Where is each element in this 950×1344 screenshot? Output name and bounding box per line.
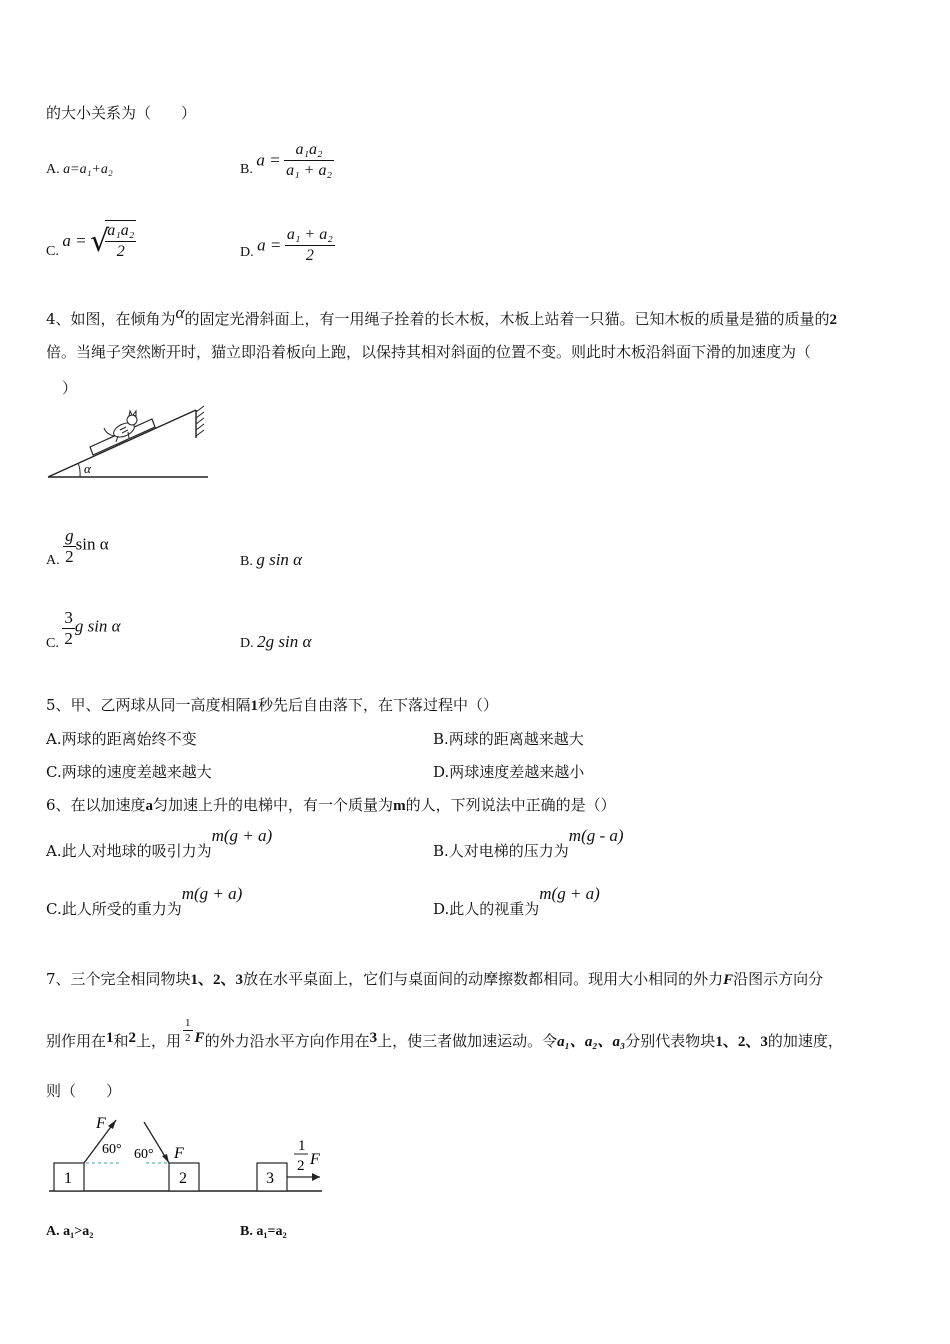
q6-option-c: C.此人所受的重力为m(g + a): [46, 884, 243, 918]
q7-option-b: B. a₁=a₂: [240, 1224, 287, 1239]
q7-line-1: 7、三个完全相同物块1、2、3放在水平桌面上，它们与桌面间的动摩擦数都相同。现用大小相同的外力F沿图示方向分: [46, 970, 824, 988]
q5-option-b: B.两球的距离越来越大: [433, 730, 584, 748]
q3-option-c: C. a = √ $\frac{\text{a₁a₂}}{2}$: [46, 222, 135, 260]
q3-option-c-fraction: $\frac{\text{a₁a₂}}{2}$: [107, 222, 135, 260]
q4-option-a: A. $\frac{g}{2}$ sin α: [46, 526, 109, 568]
sqrt-icon: √: [90, 223, 110, 259]
q6-option-b: B.人对电梯的压力为m(g - a): [433, 826, 624, 860]
block-3-label: 3: [266, 1170, 274, 1187]
q7-blocks-figure: [44, 1108, 334, 1198]
q3-stem-tail: 的大小关系为（ ）: [46, 104, 197, 122]
block-2-label: 2: [179, 1170, 187, 1187]
force-1-label: F: [96, 1115, 106, 1132]
q7-line-2: 别作用在1和2上，用 $\frac{1}{2}$ F的外力沿水平方向作用在3上，使三者做加速运动。令a₁、a₂、a₃分别代表物块1、2、3的加速度，: [46, 1017, 843, 1050]
q7-option-a: A. a₁>a₂: [46, 1224, 94, 1239]
q6-option-a: A.此人对地球的吸引力为m(g + a): [46, 826, 273, 860]
q3-option-d: D. a = $\frac{\text{a₁ + a₂}}{2}$: [240, 226, 333, 264]
q4-line-2: 倍。当绳子突然断开时，猫立即沿着板向上跑，以保持其相对斜面的位置不变。则此时木板沿斜面下滑的加速度为（: [46, 343, 812, 361]
block-1-label: 1: [64, 1170, 72, 1187]
angle-label: α: [84, 461, 91, 476]
q4-incline-figure: [44, 400, 214, 495]
q3-option-b-fraction: $\frac{\text{a₁a₂}}{\text{a₁ + a₂}}$: [286, 141, 332, 179]
force-3-num: 1: [298, 1138, 306, 1154]
q5-option-a: A.两球的距离始终不变: [46, 730, 197, 748]
q4-line-3: ）: [62, 379, 78, 397]
wall-hatch: [196, 406, 204, 436]
q3-option-b: B. a = $\frac{\text{a₁a₂}}{\text{a₁ + a₂}}$: [240, 141, 332, 179]
force-3-label: F: [310, 1151, 320, 1168]
q4-line-1: 4、如图，在倾角为α的固定光滑斜面上，有一用绳子拴着的长木板，木板上站着一只猫。已知木板的质量是猫的质量的2: [46, 303, 837, 328]
force-3-arrowhead: [312, 1173, 320, 1181]
force-1-arrowhead: [108, 1120, 116, 1129]
q5-option-c: C.两球的速度差越来越大: [46, 763, 212, 781]
q5-stem: 5、甲、乙两球从同一高度相隔1秒先后自由落下，在下落过程中（）: [46, 696, 499, 714]
incline-line: [48, 410, 196, 477]
q7-line-3: 则（ ）: [46, 1082, 122, 1100]
angle-2-label: 60°: [134, 1147, 154, 1162]
q6-option-d: D.此人的视重为m(g + a): [433, 884, 600, 918]
q6-stem: 6、在以加速度a匀加速上升的电梯中，有一个质量为m的人，下列说法中正确的是（）: [46, 796, 616, 814]
q7-half-fraction: $\frac{1}{2}$: [185, 1017, 191, 1044]
q4-option-d: D. 2g sin α: [240, 632, 312, 651]
q3-option-a: A. a=a₁+a₂: [46, 162, 113, 177]
force-3-den: 2: [297, 1158, 305, 1174]
q4-option-b: B. g sin α: [240, 550, 303, 569]
force-2-label: F: [174, 1145, 184, 1162]
q4-option-c: C. $\frac{3}{2}$ g sin α: [46, 608, 121, 651]
q5-option-d: D.两球速度差越来越小: [433, 763, 585, 781]
angle-arc: [79, 464, 81, 477]
q3-option-d-fraction: $\frac{\text{a₁ + a₂}}{2}$: [286, 226, 333, 264]
q4-option-c-fraction: $\frac{3}{2}$: [64, 608, 73, 648]
q4-option-a-fraction: $\frac{g}{2}$: [65, 526, 74, 566]
angle-1-label: 60°: [102, 1142, 122, 1157]
force-2-arrowhead: [162, 1154, 169, 1163]
